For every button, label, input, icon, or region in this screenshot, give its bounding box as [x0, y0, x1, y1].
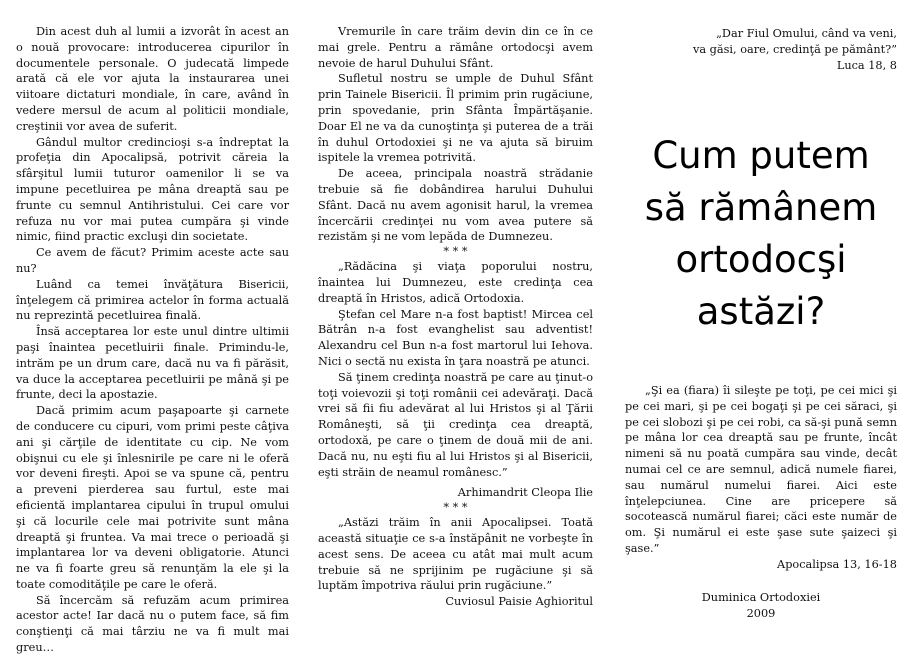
paragraph: Dacă primim acum paşapoarte şi carnete de conducere cu cipuri, vom primi peste câţiva ani şi cărţile de identitate cu cip. Ne vom obişnui cu ele şi înlesnirile pe care ni le oferă vor deveni fireşti. Apoi se va spune că, pentru a preveni pierderea sau furtul, este mai eficientă implantarea cipului în trupul omului şi că locurile cele mai potrivite sunt mâna dreaptă şi fruntea. Va mai trece o perioadă şi implantarea lor va deveni obligatorie. Atunci ne va fi foarte greu să renunţăm la ele şi la toate comodităţile pe care le oferă. — [16, 404, 289, 591]
paragraph: De aceea, principala noastră strădanie trebuie să fie dobândirea harului Duhului Sfânt. Dacă nu avem agonisit harul, la vremea încercării credinţei nu vom avea putere să rezistăm şi ne vom lepăda de Dumnezeu. — [318, 167, 593, 244]
paragraph: Luând ca temei învăţătura Bisericii, înţelegem că primirea actelor în forma actuală nu reprezintă pecetluirea finală. — [16, 277, 289, 323]
title-line: să rămânem — [644, 186, 878, 229]
title-line: Cum putem — [652, 134, 870, 177]
scripture-quote — [625, 383, 897, 573]
title-line: ortodocşi — [675, 238, 847, 281]
quote-paragraph: „Astăzi trăim în anii Apocalipsei. Toată această situaţie ce s-a înstăpânit ne vorbeşte în acest sens. De aceea cu atât mai mult acum trebuie să ne sprijinim pe rugăciune şi să luptăm împotriva răului prin rugăciune.” — [318, 516, 593, 593]
epigraph — [625, 26, 897, 73]
quote-paragraph: Să ţinem credinţa noastră pe care au ţinut-o toţi voievozii şi toţi românii cei adevăraţi. Dacă vrei să fii fiu adevărat al lui Hristos şi al Ţării Româneşti, să ţii credinţa cea dreaptă, ortodoxă, pe care o ţinem de două mii de ani. Dacă nu, nu eşti fiu al lui Hristos şi al Bisericii, eşti străin de neamul românesc.” — [318, 370, 593, 479]
section-separator: * * * — [443, 501, 468, 515]
scripture-text: „Şi ea (fiara) îi sileşte pe toţi, pe cei mici şi pe cei mari, şi pe cei bogaţi şi pe cei săraci, şi pe cei slobozi şi pe cei robi, ca să-şi pună semn pe mâna lor cea dreaptă sau pe frunte, încât nimeni să nu poată cumpăra sau vinde, decât numai cel ce are semnul, adică numele fiarei, sau numărul numelui fiarei. Aici este înţelepciunea. Cine are pricepere să socotească numărul fiarei; căci este număr de om. Şi numărul ei este şase sute şaizeci şi şase.” — [625, 384, 897, 555]
quote-author: Cuviosul Paisie Aghioritul — [445, 595, 593, 609]
paragraph: Însă acceptarea lor este unul dintre ultimii paşi înaintea pecetluirii finale. Primindu-le, intrăm pe un drum care, dacă nu va fi părăsit, va duce la acceptarea pecetluirii pe mână şi pe frunte, deci la apostazie. — [16, 325, 289, 402]
quote-paragraph: „Rădăcina şi viaţa poporului nostru, înaintea lui Dumnezeu, este credinţa cea dreaptă în Hristos, adică Ortodoxia. — [318, 260, 593, 305]
paragraph: Vremurile în care trăim devin din ce în ce mai grele. Pentru a rămâne ortodocşi avem nevoie de harul Duhului Sfânt. — [318, 25, 593, 70]
epigraph-line: „Dar Fiul Omului, când va veni, — [716, 27, 897, 40]
quote-paragraph: Ştefan cel Mare n-a fost baptist! Mircea cel Bătrân n-a fost evanghelist sau adventist! Alexandru cel Bun n-a fost martorul lui Iehova. Nici o sectă nu exista în ţara noastră pe atunci. — [318, 307, 593, 368]
column-left — [16, 24, 289, 656]
footer-year: 2009 — [746, 606, 776, 620]
paragraph: Din acest duh al lumii a izvorât în acest an o nouă provocare: introducerea cipurilor în documentele personale. O judecată limpede arată că ele vor ajuta la instaurarea unei viitoare dictaturi mondiale, în care, având în vedere mersul de acum al politicii mondiale, creştinii vor avea de suferit. — [16, 25, 289, 133]
epigraph-reference: Luca 18, 8 — [836, 58, 897, 72]
section-separator: * * * — [443, 245, 468, 259]
paragraph: Gândul multor credincioşi s-a îndreptat la profeţia din Apocalipsă, potrivit căreia la sfârşitul lumii tuturor oamenilor li se va impune pecetluirea pe mâna dreaptă sau pe frunte cu semnul Antihristului. Cei care vor refuza nu vor mai putea cumpăra şi vinde nimic, fiind practic excluşi din societate. — [16, 135, 289, 244]
title-line: astăzi? — [696, 290, 826, 333]
column-middle — [318, 24, 593, 610]
footer-event: Duminica Ortodoxiei — [701, 591, 821, 604]
paragraph: Ce avem de făcut? Primim aceste acte sau nu? — [16, 246, 289, 275]
epigraph-line: va găsi, oare, credinţă pe pământ?” — [692, 42, 897, 56]
paragraph: Sufletul nostru se umple de Duhul Sfânt prin Tainele Bisericii. Îl primim prin rugăciune, prin spovedanie, prin Sfânta Împărtăşanie. Doar El ne va da cunoştinţa şi puterea de a trăi în duhul Ortodoxiei şi ne va ajuta să biruim ispitele la vremea potrivită. — [318, 72, 593, 165]
scripture-reference: Apocalipsa 13, 16-18 — [777, 557, 897, 571]
quote-author: Arhimandrit Cleopa Ilie — [457, 486, 593, 500]
footer — [625, 590, 897, 622]
page-title — [625, 130, 897, 338]
paragraph: Să încercăm să refuzăm acum primirea acestor acte! Iar dacă nu o putem face, să fim conştienţi că mai târziu ne va fi mult mai greu… — [16, 593, 289, 655]
